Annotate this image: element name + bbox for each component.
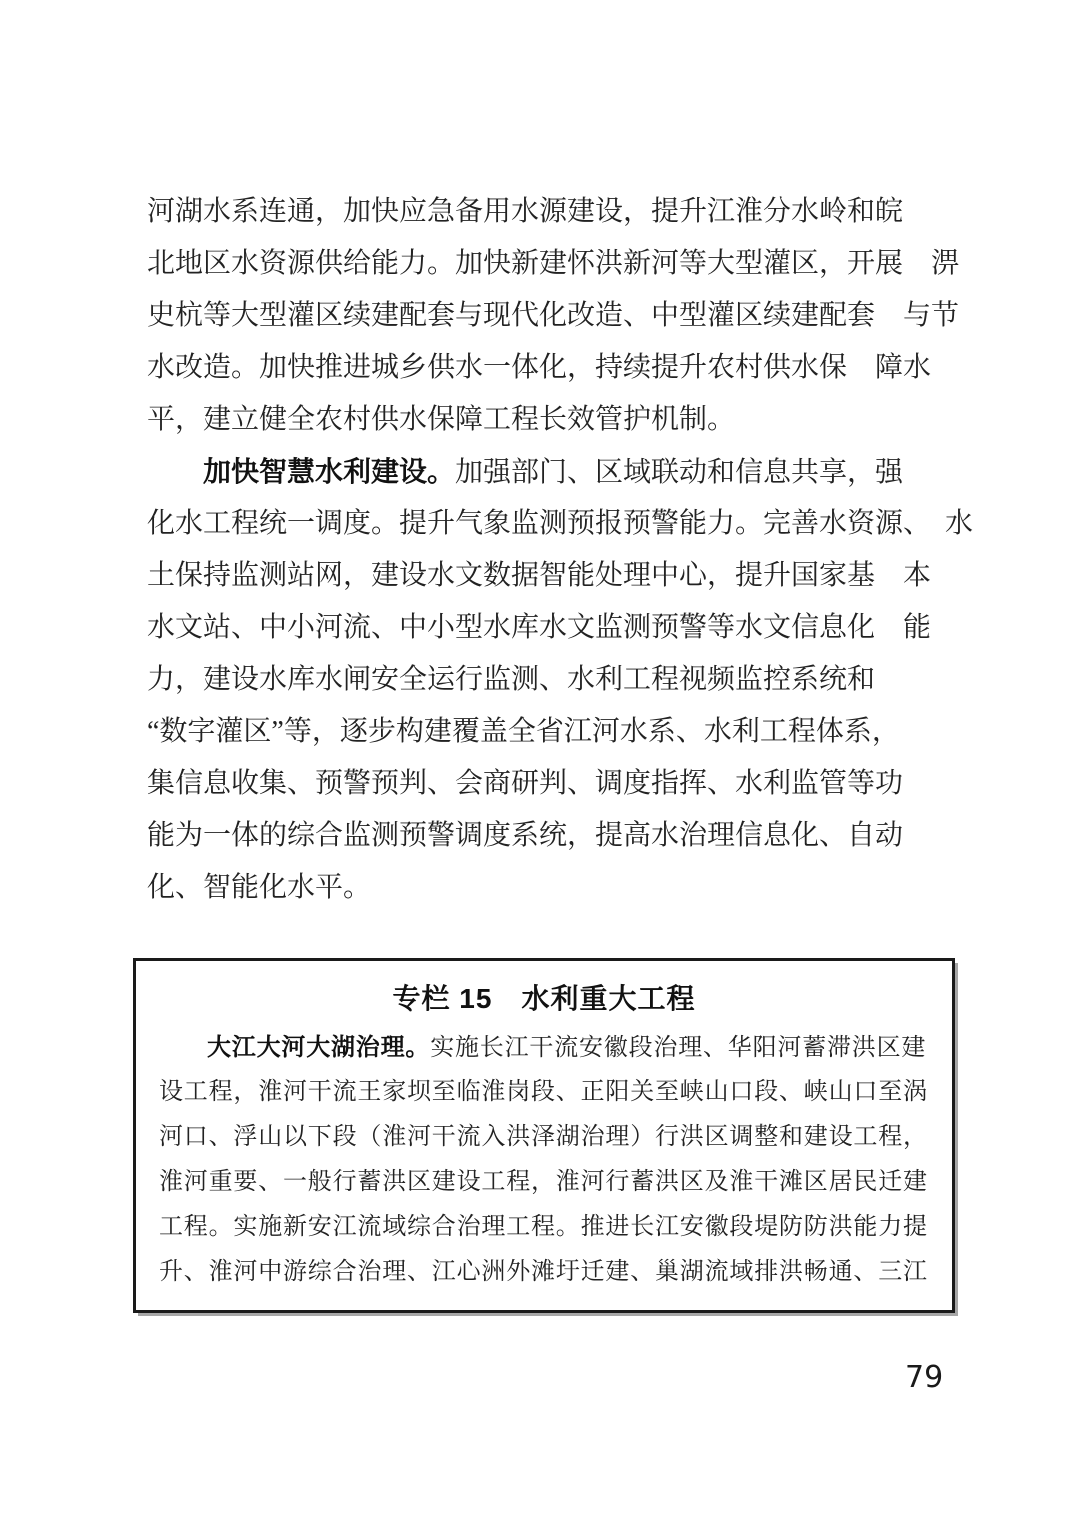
text-line: 河口、浮山以下段（淮河干流入洪泽湖治理）行洪区调整和建设工程， xyxy=(159,1124,928,1150)
text-line: 工程。实施新安江流域综合治理工程。推进长江安徽段堤防防洪能力提 xyxy=(159,1214,928,1240)
paragraph-water-supply xyxy=(147,186,960,446)
text-line: 河湖水系连通，加快应急备用水源建设，提升江淮分水岭和皖 xyxy=(147,196,904,227)
text-line: 水改造。加快推进城乡供水一体化，持续提升农村供水保 障水 xyxy=(147,352,932,383)
text-line: 能为一体的综合监测预警调度系统，提高水治理信息化、自动 xyxy=(147,820,904,851)
text-line: 史杭等大型灌区续建配套与现代化改造、中型灌区续建配套 与节 xyxy=(147,300,960,331)
text-line-lead xyxy=(159,1025,929,1070)
bold-lead: 大江大河大湖治理。 xyxy=(207,1034,431,1061)
text-line: 升、淮河中游综合治理、江心洲外滩圩迁建、巢湖流域排洪畅通、三江 xyxy=(159,1259,928,1285)
callout-paragraph-major-projects xyxy=(136,1025,952,1295)
text-line: 化水工程统一调度。提升气象监测预报预警能力。完善水资源、 水 xyxy=(147,508,974,539)
text-line: 淮河重要、一般行蓄洪区建设工程，淮河行蓄洪区及淮干滩区居民迁建 xyxy=(159,1169,928,1195)
text-line: 集信息收集、预警预判、会商研判、调度指挥、水利监管等功 xyxy=(147,768,904,799)
text-line: 设工程，淮河干流王家坝至临淮岗段、正阳关至峡山口段、峡山口至涡 xyxy=(159,1079,928,1105)
text-line: 土保持监测站网，建设水文数据智能处理中心，提升国家基 本 xyxy=(147,560,932,591)
lead-line-rest: 实施长江干流安徽段治理、华阳河蓄滞洪区建 xyxy=(430,1035,927,1061)
text-line: 水文站、中小河流、中小型水库水文监测预警等水文信息化 能 xyxy=(147,612,932,643)
text-line: “数字灌区”等，逐步构建覆盖全省江河水系、水利工程体系， xyxy=(147,716,900,747)
text-line: 平，建立健全农村供水保障工程长效管护机制。 xyxy=(147,404,736,435)
text-line-lead xyxy=(147,446,947,498)
text-line: 力，建设水库水闸安全运行监测、水利工程视频监控系统和 xyxy=(147,664,876,695)
body-text xyxy=(147,186,974,914)
text-line: 北地区水资源供给能力。加快新建怀洪新河等大型灌区，开展 淠 xyxy=(147,248,960,279)
paragraph-smart-water xyxy=(147,446,974,914)
text-line: 化、智能化水平。 xyxy=(147,872,372,903)
page-number: 79 xyxy=(905,1360,944,1395)
bold-lead: 加快智慧水利建设。 xyxy=(203,456,456,487)
lead-line-rest: 加强部门、区域联动和信息共享，强 xyxy=(455,457,904,488)
callout-box-column-15 xyxy=(133,958,955,1313)
callout-title: 专栏 15 水利重大工程 xyxy=(392,983,696,1014)
